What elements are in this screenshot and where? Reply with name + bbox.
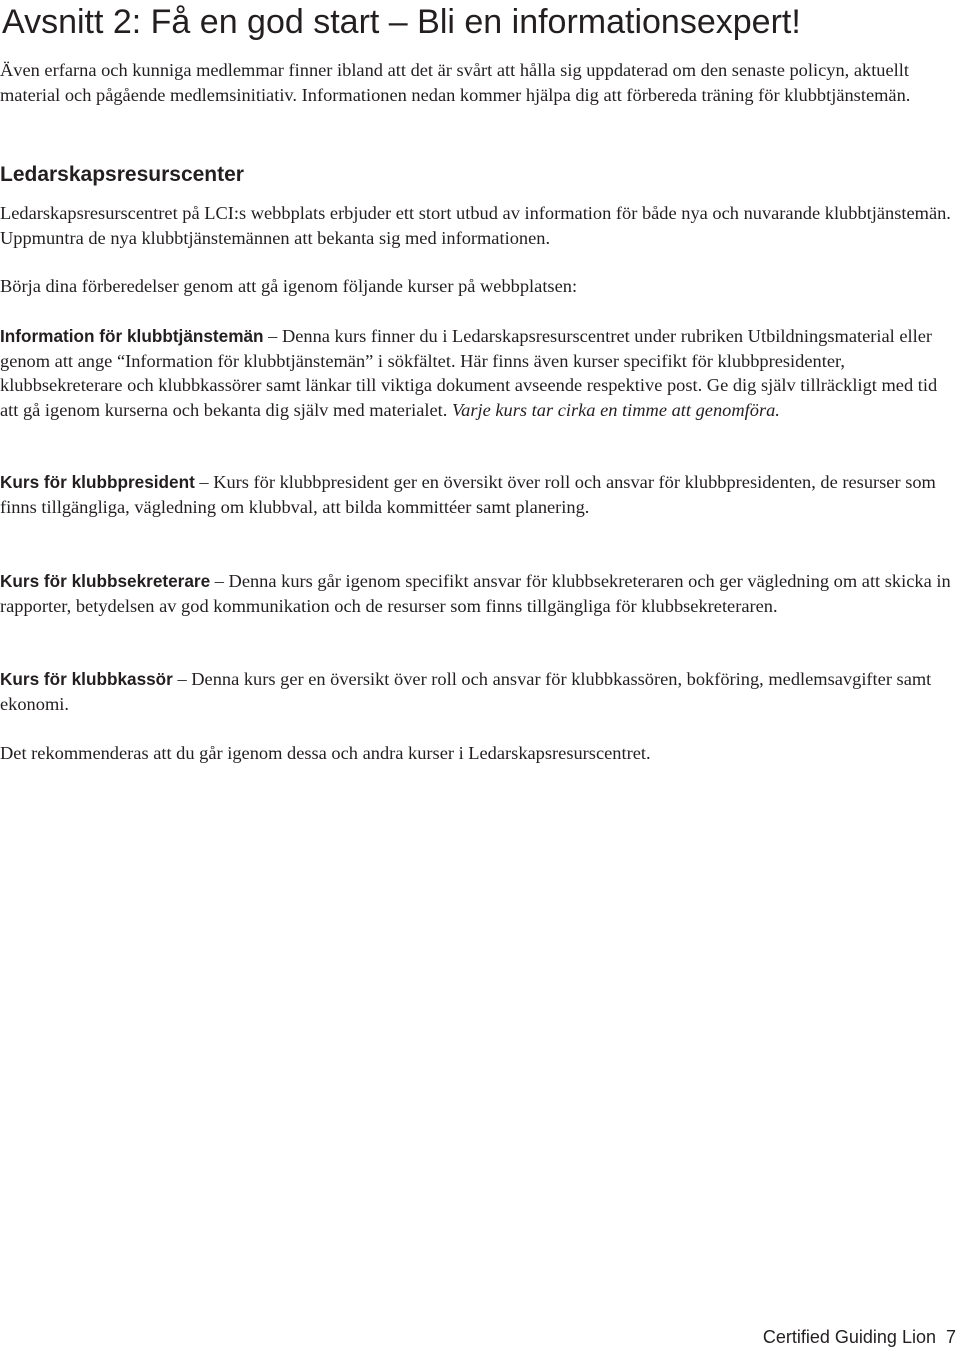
course-name: Kurs för klubbsekreterare [0,571,211,591]
page-number: 7 [945,1327,956,1347]
course-name: Kurs för klubbpresident [0,472,195,492]
course-name: Information för klubbtjänstemän [0,326,264,346]
closing-paragraph: Det rekommenderas att du går igenom dessa och andra kurser i Ledarskapsresurscentret. [0,743,651,763]
course-name: Kurs för klubbkassör [0,669,173,689]
course-item-information: Information för klubbtjänstemän – Denna kurs finner du i Ledarskapsresurscentret under rubriken Utbildningsmaterial eller genom att ange “Information för klubbtjänstemän” i sökfältet. Här finns även kurser specifikt för klubbpresidenter, klubbsekreterare och klubbkassörer samt länkar till viktiga dokument avseende respektive post. Ge dig själv tillräckligt med tid att gå igenom kurserna och bekanta dig själv med materialet. Varje kurs tar cirka en timme att genomföra. [0,326,938,420]
footer-label: Certified Guiding Lion [762,1327,936,1347]
intro-paragraph: Även erfarna och kunniga medlemmar finner ibland att det är svårt att hålla sig uppdaterad om den senaste policyn, aktuellt material och pågående medlemsinitiativ. Informationen nedan kommer hjälpa dig att förbereda träning för klubbtjänstemän. [0,60,911,105]
page-title: Avsnitt 2: Få en god start – Bli en informationsexpert! [2,3,801,41]
course-item-president: Kurs för klubbpresident – Kurs för klubbpresident ger en översikt över roll och ansvar för klubbpresidenten, de resurser som finns tillgängliga, vägledning om klubbval, att bilda kommittéer samt planering. [0,472,936,517]
section-paragraph: Ledarskapsresurscentret på LCI:s webbplats erbjuder ett stort utbud av information för både nya och nuvarande klubbtjänstemän. Uppmuntra de nya klubbtjänstemännen att bekanta sig med informationen. [0,203,951,248]
course-emphasis: Varje kurs tar cirka en timme att genomföra. [451,399,780,420]
section-heading: Ledarskapsresurscenter [0,163,244,186]
course-item-treasurer: Kurs för klubbkassör – Denna kurs ger en översikt över roll och ansvar för klubbkassören, bokföring, medlemsavgifter samt ekonomi. [0,669,932,714]
course-description: Denna kurs finner du i Ledarskapsresurscentret under rubriken Utbildningsmaterial eller genom att ange “Information för klubbtjänstemän” i sökfältet. Här finns även kurser specifikt för klubbpresidenter, klubbsekreterare och klubbkassörer samt länkar till viktiga dokument avseende respektive post. Ge dig själv tillräckligt med tid att gå igenom kurserna och bekanta dig själv med materialet. [0,326,938,420]
course-description: Denna kurs ger en översikt över roll och ansvar för klubbkassören, bokföring, medlemsavgifter samt ekonomi. [0,669,932,714]
page-footer [763,1326,956,1348]
course-description: Kurs för klubbpresident ger en översikt över roll och ansvar för klubbpresidenten, de resurser som finns tillgängliga, vägledning om klubbval, att bilda kommittéer samt planering. [0,472,936,517]
course-item-secretary: Kurs för klubbsekreterare – Denna kurs går igenom specifikt ansvar för klubbsekreteraren och ger vägledning om att skicka in rapporter, betydelsen av god kommunikation och de resurser som finns tillgängliga för klubbsekreteraren. [0,571,951,616]
course-description: Denna kurs går igenom specifikt ansvar för klubbsekreteraren och ger vägledning om att skicka in rapporter, betydelsen av god kommunikation och de resurser som finns tillgängliga för klubbsekreteraren. [0,571,951,616]
courses-intro: Börja dina förberedelser genom att gå igenom följande kurser på webbplatsen: [0,276,578,296]
